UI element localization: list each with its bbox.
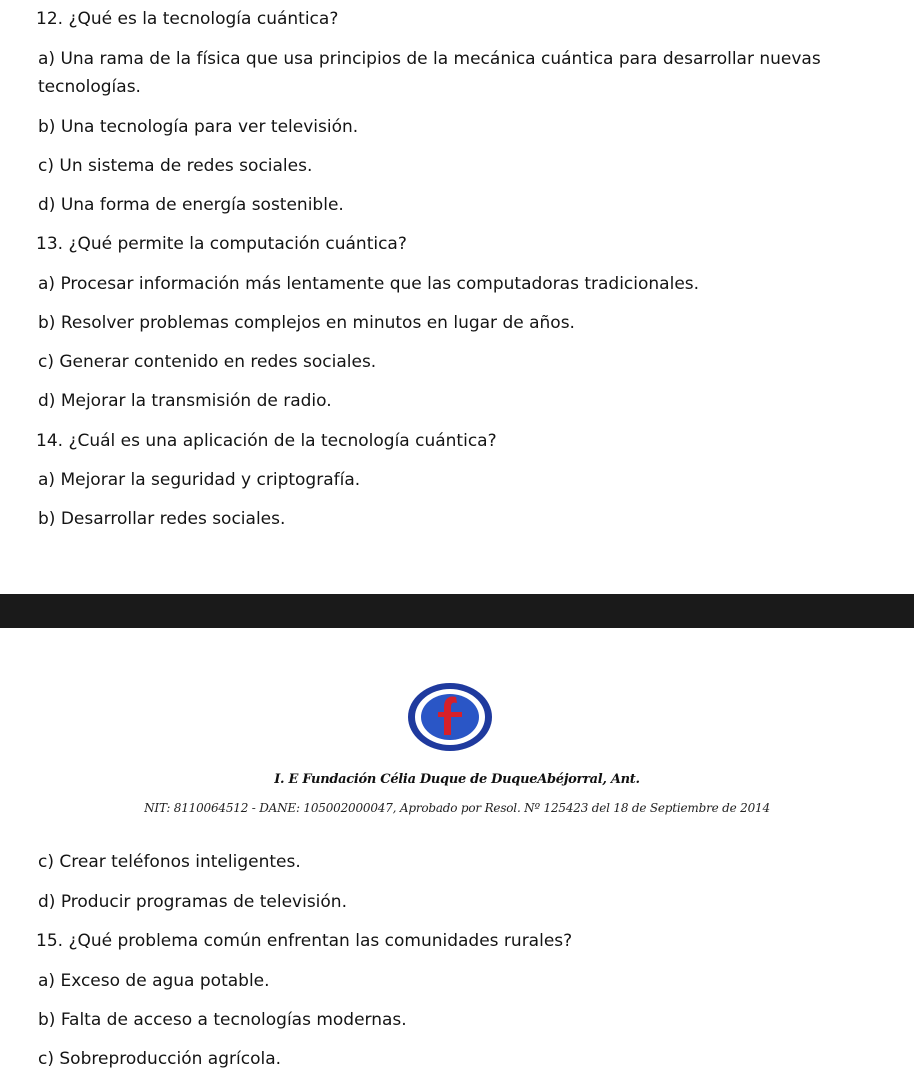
q13-option-d: d) Mejorar la transmisión de radio. (38, 391, 332, 411)
q12-option-c: c) Un sistema de redes sociales. (38, 156, 313, 176)
institution-logo (406, 681, 494, 753)
logo-f-bar (438, 712, 462, 717)
q15-option-a: a) Exceso de agua potable. (38, 971, 270, 991)
institution-name: I. E Fundación Célia Duque de DuqueAbéjorral, Ant. (274, 772, 640, 787)
q13-option-c: c) Generar contenido en redes sociales. (38, 352, 377, 372)
page-break-band (0, 594, 914, 628)
q14-option-d: d) Producir programas de televisión. (38, 892, 347, 912)
q12-option-a-line1: a) Una rama de la física que usa principios de la mecánica cuántica para desarrollar nuevas (38, 49, 821, 69)
q15-option-b: b) Falta de acceso a tecnologías modernas. (38, 1010, 407, 1030)
q14-option-b: b) Desarrollar redes sociales. (38, 509, 286, 529)
question-13: 13. ¿Qué permite la computación cuántica? (36, 234, 407, 254)
q13-option-b: b) Resolver problemas complejos en minutos en lugar de años. (38, 313, 575, 333)
logo-emblem-icon (406, 681, 494, 753)
q12-option-d: d) Una forma de energía sostenible. (38, 195, 344, 215)
q13-option-a: a) Procesar información más lentamente que las computadoras tradicionales. (38, 274, 700, 294)
institution-info: NIT: 8110064512 - DANE: 105002000047, Aprobado por Resol. Nº 125423 del 18 de Septiembre de 2014 (144, 801, 770, 815)
q15-option-c: c) Sobreproducción agrícola. (38, 1049, 282, 1069)
q12-option-b: b) Una tecnología para ver televisión. (38, 117, 359, 137)
q12-option-a-line2: tecnologías. (38, 77, 141, 97)
q14-option-a: a) Mejorar la seguridad y criptografía. (38, 470, 361, 490)
question-12: 12. ¿Qué es la tecnología cuántica? (36, 9, 339, 29)
question-14: 14. ¿Cuál es una aplicación de la tecnología cuántica? (36, 431, 497, 451)
question-15: 15. ¿Qué problema común enfrentan las comunidades rurales? (36, 931, 573, 951)
q14-option-c: c) Crear teléfonos inteligentes. (38, 852, 301, 872)
